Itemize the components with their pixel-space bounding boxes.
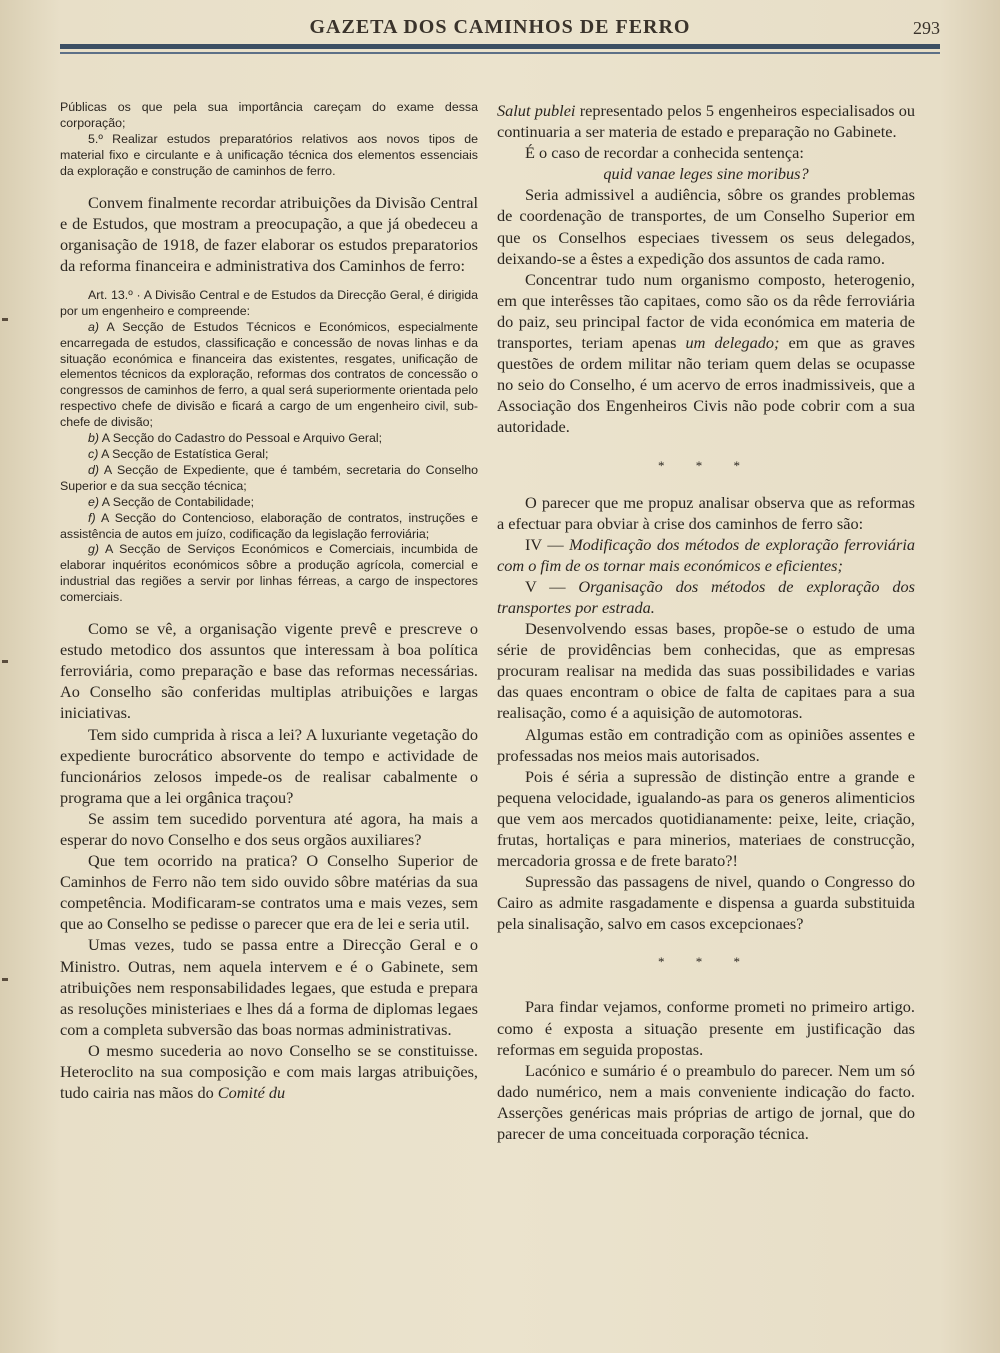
italic-text: quid vanae leges sine moribus? [603, 164, 809, 184]
paragraph [497, 534, 915, 576]
section-separator: * * * [658, 457, 754, 473]
right-column [497, 100, 915, 1144]
item-text: A Secção de Contabilidade; [99, 494, 255, 509]
paragraph [60, 1040, 478, 1103]
paragraph: Algumas estão em contradição com as opiniões assentes e professadas nos meios mais autorisados. [497, 724, 915, 765]
paragraph: Umas vezes, tudo se passa entre a Direcção Geral e o Ministro. Outras, nem aquela intervem e é o Gabinete, sem atribuições nem responsabilidades legaes, que estuda e prepara as resoluções ministeriaes e lhes dá a forma de diplomas legaes com a completa subversão das boas normas administrativas. [60, 935, 478, 1039]
paragraph [497, 576, 915, 618]
margin-mark [2, 978, 8, 981]
item-text: A Secção do Contencioso, elaboração de contratos, instruções e assistência de autos em juízo, codificação da legislação ferroviária; [60, 510, 478, 541]
section-separator: * * * [658, 954, 754, 970]
paragraph-text: representado pelos 5 engenheiros especialisados ou continuaria a ser materia de estado e preparação no Gabinete. [497, 101, 915, 142]
item-tag: a) [88, 319, 100, 334]
paragraph: Que tem ocorrido na pratica? O Conselho Superior de Caminhos de Ferro não tem sido ouvido sôbre matérias da sua competência. Modificaram-se contratos uma e mais vezes, sem que ao Conselho se pedisse o parecer que era de lei e seria util. [60, 851, 478, 934]
header-rule [60, 44, 940, 49]
paragraph: Convem finalmente recordar atribuições da Divisão Central e de Estudos, que mostram a preocupação, a que já obedeceu a organisação de 1918, de fazer elaborar os estudos preparatorios da reforma financeira e administrativa dos Caminhos de ferro: [60, 192, 478, 275]
paragraph: É o caso de recordar a conhecida sentença: [525, 143, 804, 163]
article-item-g [60, 542, 478, 606]
paragraph-text: O mesmo sucederia ao novo Conselho se se constituisse. Heteroclito na sua composição e com mais largas atribuições, tudo cairia nas mãos do [60, 1040, 478, 1103]
paragraph: O parecer que me propuz analisar observa que as reformas a efectuar para obviar à crise dos caminhos de ferro são: [497, 492, 915, 533]
paragraph: Pois é séria a supressão de distinção entre a grande e pequena velocidade, igualando-as para os generos alimenticios que vem aos mercados quotidianamente: peixe, leite, criação, frutas, hortaliças e para minerios, materiaes de construcção, mercadoria grossa e de frete barato?! [497, 766, 915, 871]
page-header [60, 14, 940, 42]
article-item-e [60, 495, 478, 511]
roman-numeral: IV — [525, 534, 570, 554]
latin-quote [497, 163, 915, 184]
article-item-f [60, 511, 478, 543]
item-tag: e) [88, 494, 100, 509]
page-number: 293 [913, 18, 940, 38]
item-tag: d) [88, 462, 100, 477]
item-text: A Secção de Estudos Técnicos e Económicos, especialmente encarregada de estudos, classificação e concessão de novas linhas e da situação económica e financeira das existentes, resgates, unificação de elementos técnicos da exploração, reformas dos contratos de concessão o congressos de caminhos de ferro, a qual será superiormente orientada pelo respectivo chefe de divisão e ficará a cargo de um engenheiro civil, sub-chefe de divisão; [60, 319, 478, 430]
margin-mark [2, 318, 8, 321]
publication-title: GAZETA DOS CAMINHOS DE FERRO [309, 16, 691, 38]
paragraph: Se assim tem sucedido porventura até agora, ha mais a esperar do novo Conselho e dos seus orgãos auxiliares? [60, 808, 478, 849]
article-text: Art. 13.º · A Divisão Central e de Estudos da Direcção Geral, é dirigida por um engenheiro e compreende: [60, 287, 478, 318]
article-item-b [60, 431, 478, 447]
item-text: A Secção do Cadastro do Pessoal e Arquivo Geral; [99, 431, 383, 446]
item-text: A Secção de Expediente, que é também, secretaria do Conselho Superior e da sua secção técnica; [60, 462, 478, 493]
item-text: A Secção de Estatística Geral; [98, 446, 269, 461]
paragraph-text: Concentrar tudo num organismo composto, heterogenio, em que interêsses tão capitaes, como são os da rêde ferroviária do paiz, seu principal factor de vida económica em materia de transportes, teriam apenas [497, 269, 915, 353]
italic-text: Modificação dos métodos de exploração ferroviária com o fim de os tornar mais económicos e eficientes; [497, 534, 916, 575]
paragraph [497, 269, 915, 438]
item-tag: c) [88, 446, 99, 461]
small-text: 5.º Realizar estudos preparatórios relativos aos novos tipos de material fixo e circulante e à unificação técnica dos elementos essenciais da exploração e construção de caminhos de ferro. [60, 131, 478, 178]
article-item-d [60, 463, 478, 495]
paragraph [497, 100, 915, 142]
paragraph: Lacónico e sumário é o preambulo do parecer. Nem um só dado numérico, nem a mais conveniente indicação do facto. Asserções genéricas mais próprias de artigo de jornal, que do parecer de uma conceituada corporação técnica. [497, 1060, 915, 1144]
paragraph: Supressão das passagens de nivel, quando o Congresso do Cairo as admite rasgadamente e dispensa a guarda substituida pela sinalisação, salvo em casos excepcionaes? [497, 872, 915, 934]
header-rule-thin [60, 52, 940, 54]
article-item-a [60, 320, 478, 431]
italic-text: um delegado; [685, 333, 780, 353]
paragraph-text: em que as graves questões de ordem militar não teriam quem delas se ocupasse no seio do Conselho, é um acervo de erros inadmissiveis, que a Associação dos Engenheiros Civis não pode cobrir com a sua autoridade. [497, 333, 916, 437]
item-tag: g) [88, 542, 100, 557]
roman-numeral: V — [525, 576, 579, 596]
italic-text: Comité du [217, 1083, 286, 1103]
small-text: Públicas os que pela sua importância careçam do exame dessa corporação; [60, 100, 478, 130]
item-tag: b) [88, 431, 100, 446]
paragraph: Tem sido cumprida à risca a lei? A luxuriante vegetação do expediente burocrático absorvente do tempo e actividade de funcionários zelosos impede-os de realisar cabalmente o programa que a lei orgânica traçou? [60, 724, 478, 807]
paragraph: Para findar vejamos, conforme prometi no primeiro artigo. como é exposta a situação presente em justificação das reformas em seguida propostas. [497, 997, 915, 1059]
article-item-c [60, 447, 478, 463]
paragraph: Desenvolvendo essas bases, propõe-se o estudo de uma série de providências bem conhecidas, que as empresas procuram realisar na medida das suas possibilidades e varias das quaes encontram o obice de falta de capitaes para a sua realisação, como é a aquisição de automotoras. [497, 619, 915, 723]
paragraph: Como se vê, a organisação vigente prevê e prescreve o estudo metodico dos assuntos que interessam à boa política ferroviária, como preparação e base das reformas necessárias. Ao Conselho são conferidas multiplas atribuições e largas iniciativas. [60, 619, 478, 723]
margin-mark [2, 660, 8, 663]
item-tag: f) [88, 510, 96, 525]
italic-text: Organisação dos métodos de exploração dos transportes por estrada. [497, 576, 915, 617]
italic-text: Salut publei [497, 101, 576, 120]
paragraph: Seria admissivel a audiência, sôbre os grandes problemas de coordenação de transportes, de um Conselho Superior em que os Conselhos especiaes tivessem os seus delegados, deixando-se a êstes a expedição dos assuntos de cada ramo. [497, 185, 915, 268]
left-column [60, 100, 478, 1103]
item-text: A Secção de Serviços Económicos e Comerciais, incumbida de elaborar inquéritos económicos sôbre a produção agrícola, comercial e industrial das regiões a servir por linhas férreas, a cargo de inspectores comerciais. [60, 542, 478, 605]
